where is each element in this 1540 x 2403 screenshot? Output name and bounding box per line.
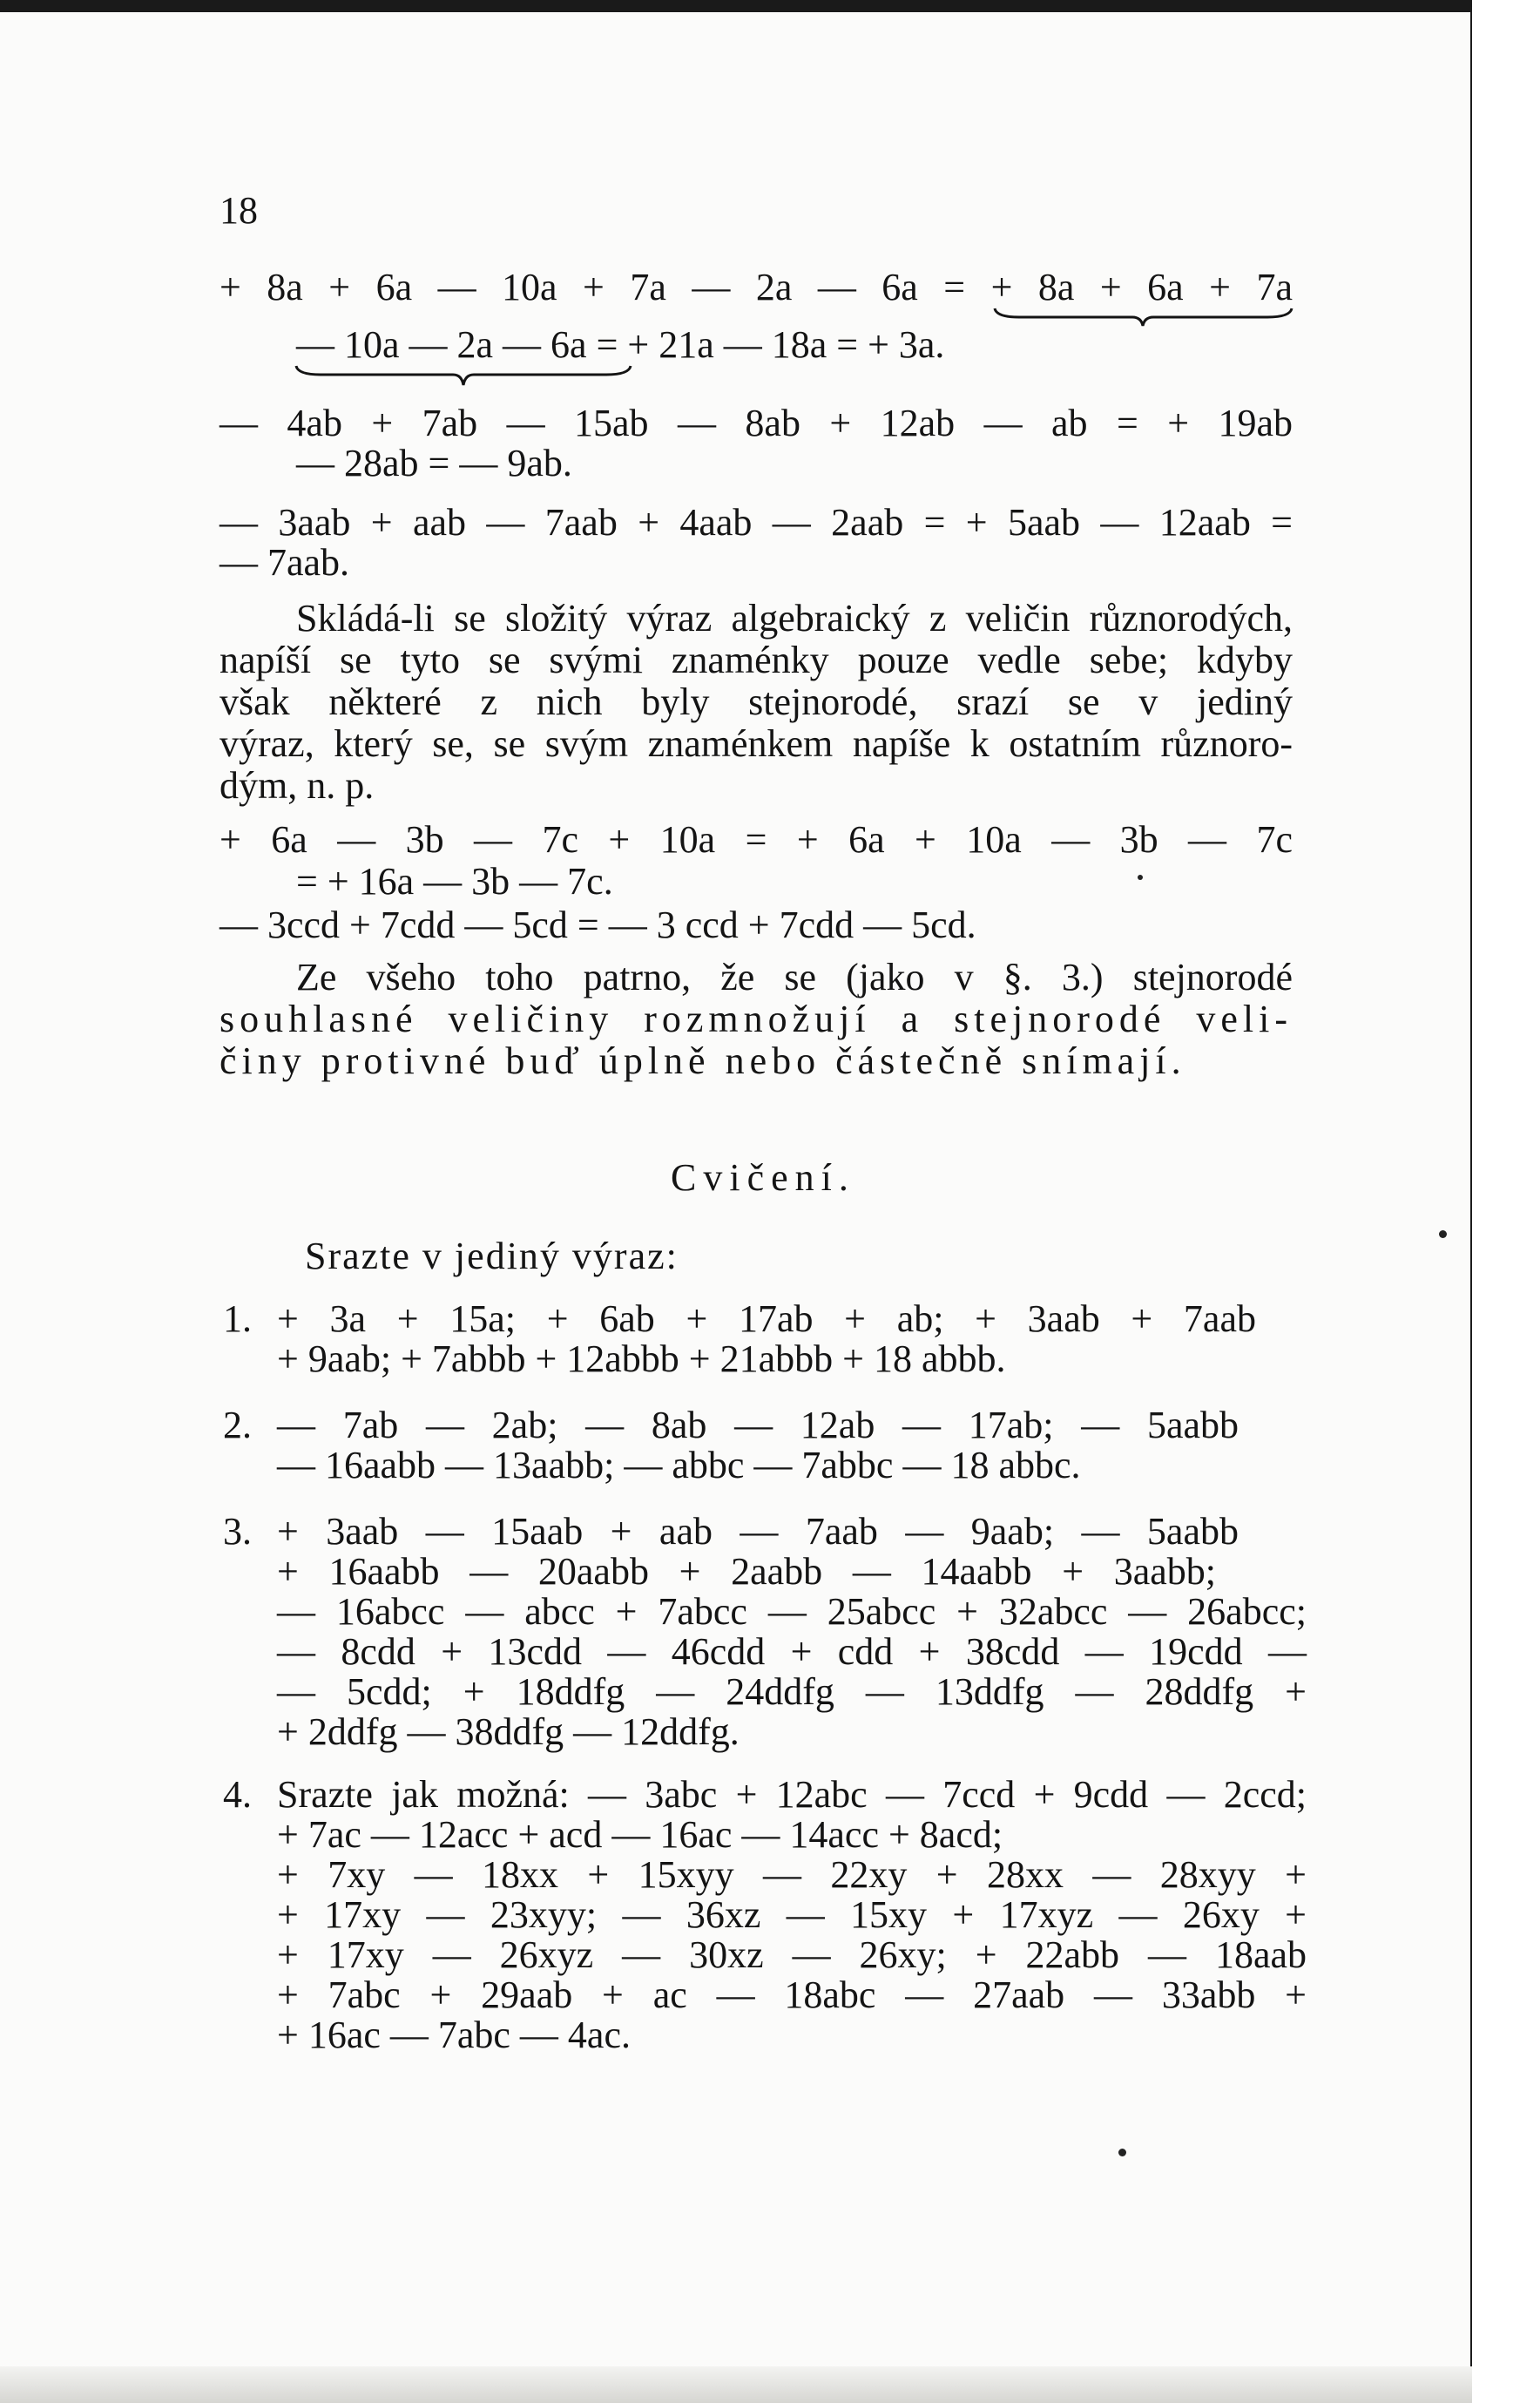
- brace-bottom-left: [294, 364, 632, 389]
- scan-top-edge: [0, 0, 1540, 12]
- ink-speck: [1138, 875, 1143, 880]
- equation-line: + 8a + 6a — 10a + 7a — 2a — 6a = + 8a + 6a + 7a: [220, 266, 1293, 308]
- equation-line: = + 16a — 3b — 7c.: [296, 860, 613, 903]
- exercise-line: + 7abc + 29aab + ac — 18abc — 27aab — 33abb +: [277, 1973, 1307, 2016]
- exercise-number: 2.: [223, 1404, 252, 1446]
- exercise-instruction: Srazte v jediný výraz:: [305, 1235, 679, 1277]
- exercise-line: + 2ddfg — 38ddfg — 12ddfg.: [277, 1710, 740, 1753]
- exercise-line: + 16ac — 7abc — 4ac.: [277, 2014, 631, 2056]
- page-number: 18: [220, 189, 258, 232]
- paragraph-line: Skládá-li se složitý výraz algebraický z veličin různorodých,: [296, 597, 1293, 640]
- exercise-line: — 16abcc — abcc + 7abcc — 25abcc + 32abcc — 26abcc;: [277, 1590, 1307, 1633]
- exercise-line: + 3aab — 15aab + aab — 7aab — 9aab; — 5aabb: [277, 1510, 1239, 1553]
- ink-speck: [1439, 1230, 1447, 1238]
- paragraph-line: napíší se tyto se svými znaménky pouze vedle sebe; kdyby: [220, 639, 1293, 681]
- paragraph-line: dým, n. p.: [220, 764, 375, 807]
- exercise-line: — 5cdd; + 18ddfg — 24ddfg — 13ddfg — 28ddfg +: [277, 1670, 1307, 1713]
- ink-speck: [1118, 2149, 1126, 2156]
- scan-bottom-edge: [0, 2366, 1472, 2403]
- exercise-line: — 7ab — 2ab; — 8ab — 12ab — 17ab; — 5aabb: [277, 1404, 1239, 1446]
- exercise-line: — 16aabb — 13aabb; — abbc — 7abbc — 18 abbc.: [277, 1444, 1081, 1486]
- section-title: Cvičení.: [671, 1156, 855, 1199]
- exercise-line: Srazte jak možná: — 3abc + 12abc — 7ccd + 9cdd — 2ccd;: [277, 1773, 1307, 1816]
- exercise-line: + 16aabb — 20aabb + 2aabb — 14aabb + 3aabb;: [277, 1550, 1216, 1593]
- exercise-number: 1.: [223, 1297, 252, 1340]
- exercise-line: + 17xy — 26xyz — 30xz — 26xy; + 22abb — 18aab: [277, 1933, 1307, 1976]
- exercise-line: + 7xy — 18xx + 15xyy — 22xy + 28xx — 28xyy +: [277, 1853, 1307, 1896]
- equation-line: — 4ab + 7ab — 15ab — 8ab + 12ab — ab = + 19ab: [220, 402, 1293, 444]
- exercise-number: 3.: [223, 1510, 252, 1553]
- equation-line: — 3ccd + 7cdd — 5cd = — 3 ccd + 7cdd — 5cd.: [220, 904, 976, 946]
- paragraph-line: činy protivné buď úplně nebo částečně snímají.: [220, 1039, 1186, 1082]
- equation-line: + 6a — 3b — 7c + 10a = + 6a + 10a — 3b — 7c: [220, 818, 1293, 861]
- paragraph-line: výraz, který se, se svým znaménkem napíše k ostatním různoro-: [220, 722, 1293, 765]
- paragraph-line: souhlasné veličiny rozmnožují a stejnorodé veli-: [220, 998, 1293, 1040]
- equation-line: — 7aab.: [220, 541, 350, 584]
- exercise-number: 4.: [223, 1773, 252, 1816]
- exercise-line: + 3a + 15a; + 6ab + 17ab + ab; + 3aab + 7aab: [277, 1297, 1256, 1340]
- exercise-line: — 8cdd + 13cdd — 46cdd + cdd + 38cdd — 19cdd —: [277, 1630, 1307, 1673]
- equation-line: — 28ab = — 9ab.: [296, 442, 572, 484]
- exercise-line: + 7ac — 12acc + acd — 16ac — 14acc + 8acd;: [277, 1813, 1003, 1856]
- scan-margin: [1472, 0, 1540, 2403]
- equation-line: — 3aab + aab — 7aab + 4aab — 2aab = + 5aab — 12aab =: [220, 501, 1293, 544]
- equation-line: — 10a — 2a — 6a = + 21a — 18a = + 3a.: [296, 323, 945, 366]
- exercise-line: + 9aab; + 7abbb + 12abbb + 21abbb + 18 abbb.: [277, 1337, 1006, 1380]
- exercise-line: + 17xy — 23xyy; — 36xz — 15xy + 17xyz — 26xy +: [277, 1893, 1307, 1936]
- paragraph-line: Ze všeho toho patrno, že se (jako v §. 3.) stejnorodé: [296, 956, 1293, 998]
- paragraph-line: však některé z nich byly stejnorodé, srazí se v jediný: [220, 680, 1293, 723]
